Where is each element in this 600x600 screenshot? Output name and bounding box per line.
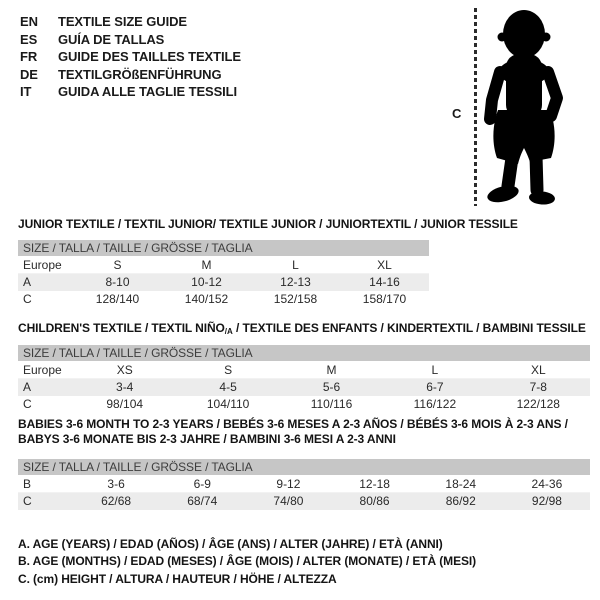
children-title-post: / TEXTILE DES ENFANTS / KINDERTEXTIL / BAMBINI TESSILE [232, 321, 586, 335]
table-cell: 3-6 [107, 477, 125, 491]
babies-size-table [18, 459, 590, 510]
note-height-cm: C. (cm) HEIGHT / ALTURA / HAUTEUR / HÖHE / ALTEZZA [18, 571, 337, 586]
table-cell: M [326, 363, 337, 377]
table-cell: 4-5 [219, 380, 237, 394]
table-cell: 3-4 [116, 380, 134, 394]
lang-code: ES [20, 31, 38, 47]
table-cell: 158/170 [362, 292, 407, 306]
table-cell: 6-7 [426, 380, 444, 394]
table-cell: 8-10 [105, 275, 130, 289]
table-cell: 140/152 [184, 292, 229, 306]
table-cell: 122/128 [516, 397, 560, 411]
table-cell: 14-16 [369, 275, 400, 289]
table-cell: XL [377, 258, 392, 272]
lang-code: FR [20, 49, 38, 65]
lang-label: GUÍA DE TALLAS [58, 31, 165, 47]
table-cell: Europe [23, 363, 62, 377]
table-cell: 18-24 [445, 477, 477, 491]
junior-section-title: JUNIOR TEXTILE / TEXTIL JUNIOR/ TEXTILE JUNIOR / JUNIORTEXTIL / JUNIOR TESSILE [18, 217, 518, 231]
lang-label: TEXTILE SIZE GUIDE [58, 14, 187, 30]
table-cell: 62/68 [101, 494, 132, 508]
lang-code: DE [20, 66, 38, 82]
lang-label: GUIDE DES TAILLES TEXTILE [58, 49, 241, 65]
lang-row-en [20, 13, 241, 31]
table-cell: 12-18 [359, 477, 390, 491]
table-cell: 7-8 [529, 380, 547, 394]
junior-size-table [18, 240, 429, 308]
height-label-c: C [452, 106, 462, 121]
table-row-age [18, 379, 590, 396]
table-cell: C [23, 397, 32, 411]
table-cell: S [113, 258, 122, 272]
note-age-years: A. AGE (YEARS) / EDAD (AÑOS) / ÂGE (ANS) / ALTER (JAHRE) / ETÀ (ANNI) [18, 537, 443, 551]
table-cell: 24-36 [531, 477, 563, 491]
table-cell: L [292, 258, 299, 272]
table-cell: 5-6 [322, 380, 341, 394]
table-cell: 104/110 [206, 397, 250, 411]
table-row-age [18, 274, 429, 291]
baby-silhouette-icon [484, 6, 568, 206]
table-cell: 92/98 [531, 494, 562, 508]
table-row-months [18, 476, 590, 493]
table-cell: C [23, 292, 32, 306]
legend-notes [18, 536, 476, 588]
table-cell: XL [530, 363, 546, 377]
children-size-table [18, 345, 590, 413]
table-row-europe [18, 362, 590, 379]
table-row-europe [18, 257, 429, 274]
babies-title-line1: BABIES 3-6 MONTH TO 2-3 YEARS / BEBÉS 3-6 MESES A 2-3 AÑOS / BÉBÉS 3-6 MOIS À 2-3 ANS / [18, 417, 568, 431]
size-header-bar: SIZE / TALLA / TAILLE / GRÖSSE / TAGLIA [18, 240, 429, 256]
size-header-bar: SIZE / TALLA / TAILLE / GRÖSSE / TAGLIA [18, 345, 590, 361]
table-cell: L [431, 363, 439, 377]
table-cell: Europe [23, 258, 62, 272]
table-cell: 10-12 [191, 275, 222, 289]
table-cell: 98/104 [106, 397, 144, 411]
babies-section-title [18, 417, 568, 447]
lang-row-fr [20, 48, 241, 66]
table-cell: 80/86 [359, 494, 390, 508]
language-title-list [20, 13, 241, 101]
table-cell: 9-12 [276, 477, 301, 491]
table-cell: B [23, 477, 32, 491]
children-section-title [18, 321, 586, 339]
table-cell: A [23, 275, 32, 289]
table-cell: 12-13 [280, 275, 311, 289]
size-header-bar: SIZE / TALLA / TAILLE / GRÖSSE / TAGLIA [18, 459, 590, 475]
lang-label: GUIDA ALLE TAGLIE TESSILI [58, 84, 238, 100]
table-cell: 152/158 [273, 292, 318, 306]
table-cell: 86/92 [445, 494, 476, 508]
lang-row-it [20, 83, 241, 101]
lang-code: EN [20, 14, 38, 30]
table-row-height [18, 291, 429, 308]
table-row-height [18, 396, 590, 413]
height-dashed-line [474, 8, 477, 206]
table-cell: S [224, 363, 233, 377]
table-cell: 6-9 [193, 477, 211, 491]
children-title-sub: /A [224, 327, 233, 336]
table-row-height [18, 493, 590, 510]
lang-label: TEXTILGRÖßENFÜHRUNG [58, 66, 222, 82]
note-age-months: B. AGE (MONTHS) / EDAD (MESES) / ÂGE (MOIS) / ALTER (MONATE) / ETÀ (MESI) [18, 554, 477, 569]
table-cell: 74/80 [273, 494, 304, 508]
table-cell: XS [116, 363, 133, 377]
table-cell: 110/116 [310, 397, 353, 411]
table-cell: C [23, 494, 32, 508]
table-cell: M [201, 258, 212, 272]
children-title-pre: CHILDREN'S TEXTILE / TEXTIL NIÑO [18, 321, 225, 335]
table-cell: 128/140 [95, 292, 140, 306]
table-cell: A [23, 380, 32, 394]
lang-code: IT [20, 84, 32, 100]
lang-row-es [20, 31, 241, 49]
babies-title-line2: BABYS 3-6 MONATE BIS 2-3 JAHRE / BAMBINI 3-6 MESI A 2-3 ANNI [18, 432, 396, 446]
table-cell: 116/122 [413, 397, 457, 411]
lang-row-de [20, 66, 241, 84]
table-cell: 68/74 [187, 494, 218, 508]
